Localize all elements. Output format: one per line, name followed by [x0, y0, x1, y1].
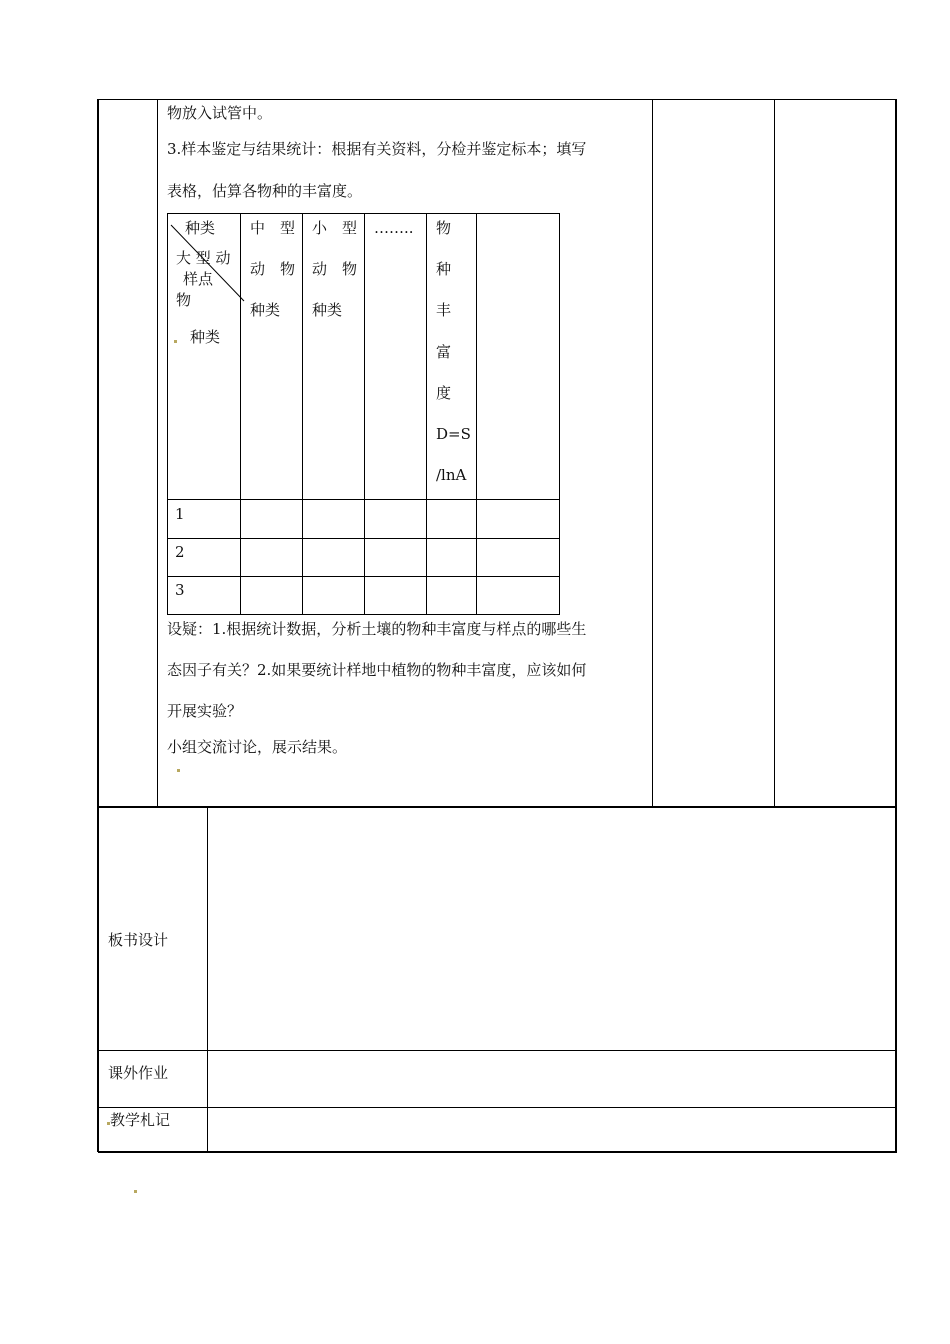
question-line-1: 设疑：1.根据统计数据，分析土壤的物种丰富度与样点的哪些生: [167, 620, 587, 638]
outer-bottom-border: [98, 1151, 897, 1153]
question-line-3: 开展实验？: [167, 702, 243, 720]
header-small-animals-1: 小 型: [312, 219, 358, 237]
row-label-3: 3: [175, 581, 185, 599]
outer-col-divider-c: [774, 99, 775, 807]
header-richness-4: 富: [436, 343, 452, 361]
decorative-dot: [177, 769, 180, 772]
species-table-row-line-1: [167, 499, 560, 500]
decorative-dot: [134, 1190, 137, 1193]
header-corner-left: 物: [176, 291, 192, 309]
outer-right-border: [895, 99, 897, 1152]
header-richness-6: D=S: [436, 425, 471, 443]
question-line-2: 态因子有关？2.如果要统计样地中植物的物种丰富度，应该如何: [167, 661, 587, 679]
species-table-row-line-2: [167, 538, 560, 539]
header-medium-animals-1: 中 型: [250, 219, 296, 237]
outer-left-border: [97, 99, 99, 1152]
header-ellipsis: ……..: [374, 219, 414, 237]
header-richness-2: 种: [436, 260, 452, 278]
header-richness-5: 度: [436, 384, 452, 402]
species-table-col-line-3: [364, 213, 365, 615]
header-corner-bottom: 种类: [190, 328, 221, 346]
header-small-animals-3: 种类: [312, 301, 343, 319]
row-label-1: 1: [175, 505, 185, 523]
header-corner-top: 种类: [185, 219, 216, 237]
outer-col-divider-a: [157, 99, 158, 807]
homework-label: 课外作业: [108, 1064, 169, 1082]
procedure-line-3: 表格，估算各物种的丰富度。: [167, 182, 363, 200]
header-richness-3: 丰: [436, 301, 452, 319]
header-medium-animals-3: 种类: [250, 301, 281, 319]
procedure-line-1: 物放入试管中。: [167, 104, 273, 122]
header-corner-middle: 大 型 动: [176, 249, 231, 267]
row-label-2: 2: [175, 543, 185, 561]
header-corner-sample: 样点: [183, 270, 214, 288]
header-richness-7: /lnA: [436, 466, 467, 484]
header-small-animals-2: 动 物: [312, 260, 358, 278]
procedure-line-2: 3.样本鉴定与结果统计：根据有关资料，分检并鉴定标本；填写: [167, 140, 587, 158]
species-table-row-line-3: [167, 576, 560, 577]
label-col-divider: [207, 807, 208, 1152]
header-richness-1: 物: [436, 219, 452, 237]
species-table-col-line-4: [426, 213, 427, 615]
outer-bottom-row-top: [98, 806, 897, 808]
outer-top-border: [98, 99, 897, 100]
teaching-notes-label: 教学札记: [110, 1111, 171, 1129]
decorative-dot: [107, 1122, 110, 1125]
outer-row-divider-1: [98, 1050, 897, 1051]
outer-row-divider-2: [98, 1107, 897, 1108]
header-medium-animals-2: 动 物: [250, 260, 296, 278]
outer-col-divider-b: [652, 99, 653, 807]
species-table-col-line-2: [302, 213, 303, 615]
species-table-col-line-5: [476, 213, 477, 615]
decorative-dot: [174, 340, 177, 343]
board-design-label: 板书设计: [108, 931, 169, 949]
discussion-line: 小组交流讨论，展示结果。: [167, 738, 348, 756]
